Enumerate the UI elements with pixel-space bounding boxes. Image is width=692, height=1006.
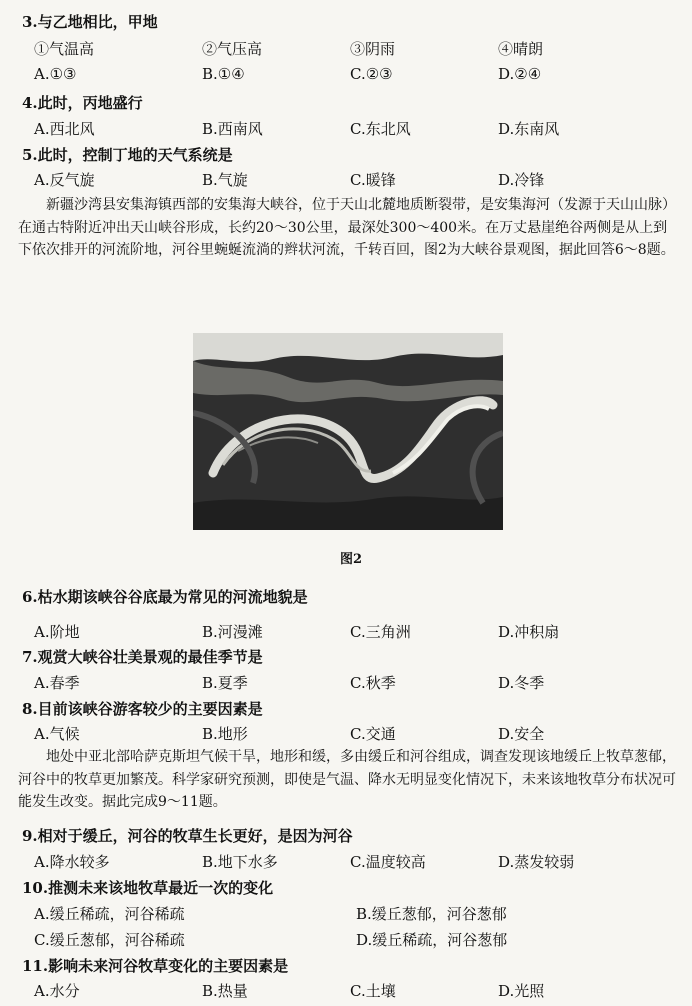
- option-b[interactable]: B.①④: [202, 65, 245, 83]
- question-7-stem: 7.观赏大峡谷壮美景观的最佳季节是: [22, 648, 263, 666]
- option-b[interactable]: B.地形: [202, 725, 248, 743]
- option-c[interactable]: C.东北风: [350, 120, 411, 138]
- question-5-options: [0, 169, 692, 191]
- question-10-options-row1: [0, 903, 692, 925]
- question-10-options-row2: [0, 929, 692, 951]
- question-4-options: [0, 118, 692, 140]
- passage-kazakhstan: 地处中亚北部哈萨克斯坦气候干旱，地形和缓，多由缓丘和河谷组成，调查发现该地缓丘上牧草葱郁，河谷中的牧草更加繁茂。科学家研究预测，即使是气温、降水无明显变化情况下，未来该地牧草分布状况可能发生改变。据此完成9～11题。: [18, 749, 676, 810]
- question-8-stem: 8.目前该峡谷游客较少的主要因素是: [22, 700, 263, 718]
- passage-canyon: 新疆沙湾县安集海镇西部的安集海大峡谷，位于天山北麓地质断裂带，是安集海河（发源于天山山脉）在通古特附近冲出天山峡谷形成，长约20～30公里，最深处300～400米。在万丈悬崖绝谷两侧是从上到下依次排开的河流阶地，河谷里蜿蜒流淌的辫状河流，千转百回，图2为大峡谷景观图，据此回答6～8题。: [18, 197, 676, 258]
- question-10-stem: 10.推测未来该地牧草最近一次的变化: [22, 879, 274, 897]
- question-9-options: [0, 851, 692, 873]
- option-b[interactable]: B.气旋: [202, 171, 248, 189]
- question-9-stem: 9.相对于缓丘，河谷的牧草生长更好，是因为河谷: [22, 827, 353, 845]
- option-b[interactable]: B.河漫滩: [202, 623, 263, 641]
- option-d[interactable]: D.蒸发较弱: [498, 853, 575, 871]
- option-d[interactable]: D.②④: [498, 65, 542, 83]
- option-a[interactable]: A.降水较多: [34, 853, 110, 871]
- option-a[interactable]: A.反气旋: [34, 171, 95, 189]
- question-3-options: [0, 65, 692, 87]
- question-3-stem: 3.与乙地相比，甲地: [22, 13, 158, 31]
- question-5-stem: 5.此时，控制丁地的天气系统是: [22, 146, 233, 164]
- question-11-stem: 11.影响未来河谷牧草变化的主要因素是: [22, 957, 289, 975]
- option-c[interactable]: C.秋季: [350, 674, 396, 692]
- option-a[interactable]: A.①③: [34, 65, 77, 83]
- option-a[interactable]: A.西北风: [34, 120, 95, 138]
- statement-3[interactable]: ③阴雨: [350, 40, 396, 58]
- question-3-statements: [0, 38, 692, 60]
- statement-4[interactable]: ④晴朗: [498, 40, 544, 58]
- option-b[interactable]: B.夏季: [202, 674, 248, 692]
- canyon-landscape-photo: [193, 333, 503, 530]
- option-c[interactable]: C.温度较高: [350, 853, 426, 871]
- option-d[interactable]: D.光照: [498, 982, 545, 1000]
- option-d[interactable]: D.安全: [498, 725, 545, 743]
- question-6-stem: 6.枯水期该峡谷谷底最为常见的河流地貌是: [22, 588, 308, 606]
- option-b[interactable]: B.地下水多: [202, 853, 278, 871]
- option-d[interactable]: D.东南风: [498, 120, 560, 138]
- option-a[interactable]: A.阶地: [34, 623, 80, 641]
- option-d[interactable]: D.冷锋: [498, 171, 545, 189]
- option-c[interactable]: C.三角洲: [350, 623, 411, 641]
- option-b[interactable]: B.西南风: [202, 120, 263, 138]
- option-c[interactable]: C.②③: [350, 65, 393, 83]
- question-7-options: [0, 672, 692, 694]
- option-c[interactable]: C.暖锋: [350, 171, 396, 189]
- statement-1[interactable]: ①气温高: [34, 40, 95, 58]
- option-d[interactable]: D.缓丘稀疏，河谷葱郁: [356, 931, 508, 949]
- option-c[interactable]: C.土壤: [350, 982, 396, 1000]
- question-11-options: [0, 980, 692, 1002]
- option-b[interactable]: B.热量: [202, 982, 248, 1000]
- option-a[interactable]: A.缓丘稀疏，河谷稀疏: [34, 905, 185, 923]
- option-a[interactable]: A.春季: [34, 674, 80, 692]
- option-d[interactable]: D.冬季: [498, 674, 545, 692]
- figure-caption: 图2: [340, 552, 363, 567]
- option-c[interactable]: C.交通: [350, 725, 396, 743]
- statement-2[interactable]: ②气压高: [202, 40, 263, 58]
- option-d[interactable]: D.冲积扇: [498, 623, 560, 641]
- option-b[interactable]: B.缓丘葱郁，河谷葱郁: [356, 905, 507, 923]
- question-6-options: [0, 621, 692, 643]
- question-4-stem: 4.此时，丙地盛行: [22, 94, 143, 112]
- option-a[interactable]: A.气候: [34, 725, 80, 743]
- option-a[interactable]: A.水分: [34, 982, 80, 1000]
- question-8-options: [0, 723, 692, 745]
- option-c[interactable]: C.缓丘葱郁，河谷稀疏: [34, 931, 185, 949]
